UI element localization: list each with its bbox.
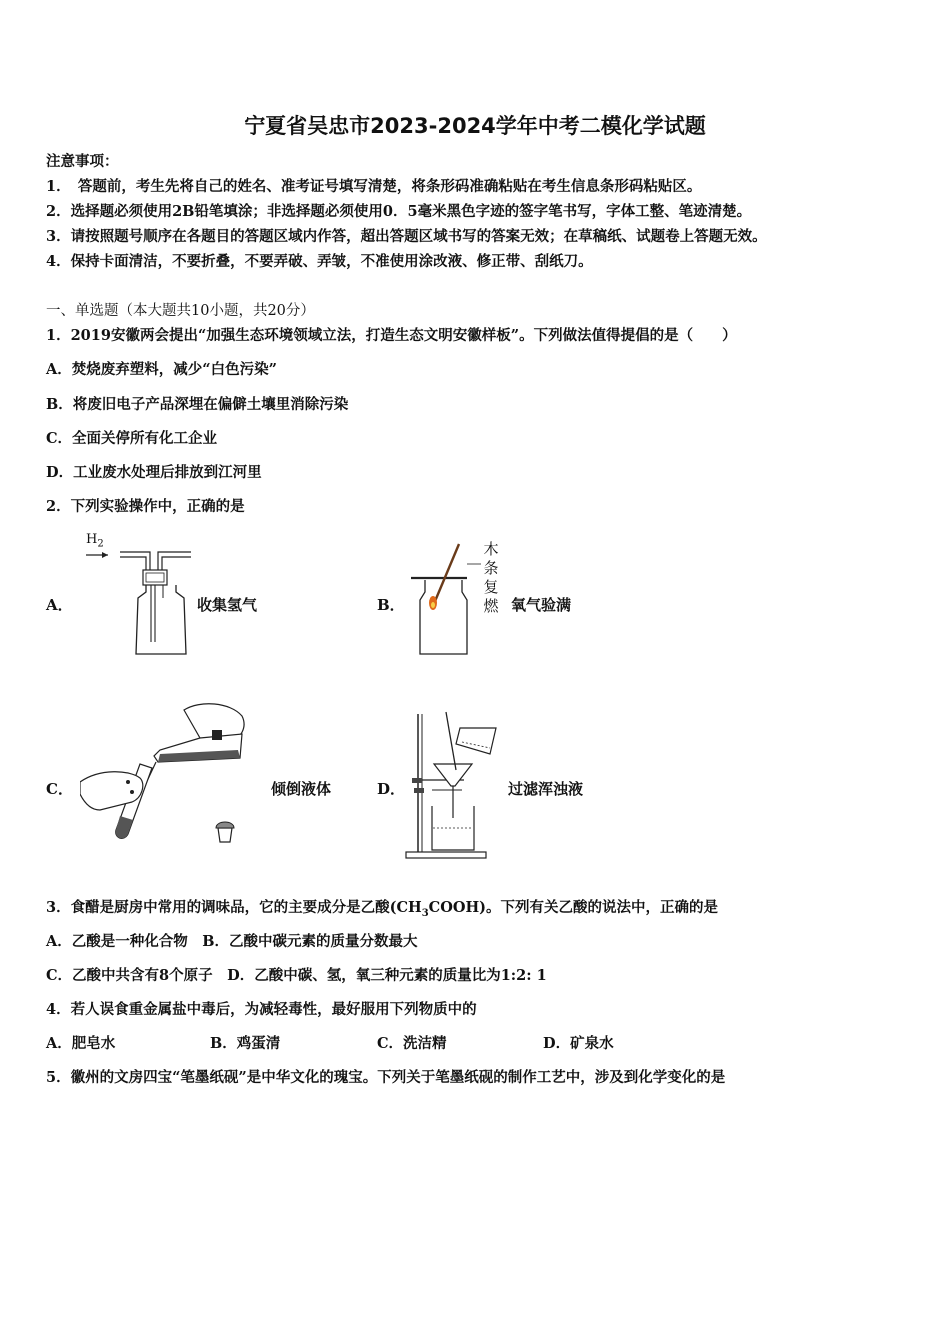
q2-option-c-label: C．	[46, 780, 73, 798]
question-4-option-a: A．肥皂水	[46, 1035, 116, 1052]
question-3-stem: 3．食醋是厨房中常用的调味品，它的主要成分是乙酸$(CH_3COOH)$。下列有关乙酸的说法中，正确的是	[46, 899, 719, 919]
section-heading: 一、单选题（本大题共10小题，共20分）	[46, 303, 315, 319]
q2-option-d-caption: 过滤浑浊液	[508, 780, 584, 798]
q2-option-b-label: B．	[377, 596, 405, 614]
page-title: 宁夏省吴忠市2023-2024学年中考二模化学试题	[244, 114, 706, 138]
notice-heading: 注意事项：	[46, 153, 119, 170]
notice-item-1: 1． 答题前，考生先将自己的姓名、准考证号填写清楚，将条形码准确粘贴在考生信息条形码粘贴区。	[46, 178, 702, 195]
notice-item-2: 2．选择题必须使用2B铅笔填涂；非选择题必须使用0．5毫米黑色字迹的签字笔书写，字体工整、笔迹清楚。	[46, 203, 752, 220]
question-3-options-line-1: A．乙酸是一种化合物 B．乙酸中碳元素的质量分数最大	[46, 933, 418, 950]
q2-option-b-caption: 氧气验满	[511, 596, 572, 614]
question-1-option-c: C．全面关停所有化工企业	[46, 430, 218, 447]
q2-option-a-label: A．	[46, 596, 73, 614]
question-5-stem: 5．徽州的文房四宝“笔墨纸砚”是中华文化的瑰宝。下列关于笔墨纸砚的制作工艺中，涉及到化学变化的是	[46, 1069, 726, 1086]
question-4-option-b: B．鸡蛋清	[210, 1035, 281, 1052]
q2-option-a-caption: 收集氢气	[197, 596, 258, 614]
gas-label: $H_2$	[86, 532, 104, 550]
q2-option-d-label: D．	[377, 780, 406, 798]
pouring-liquid-figure	[80, 698, 255, 846]
oxygen-test-figure	[405, 540, 485, 662]
q2-option-c-caption: 倾倒液体	[271, 780, 332, 798]
notice-item-4: 4．保持卡面清洁，不要折叠，不要弄破、弄皱，不准使用涂改液、修正带、刮纸刀。	[46, 253, 593, 270]
question-1-option-a: A．焚烧废弃塑料，减少“白色污染”	[46, 361, 277, 378]
question-2-stem: 2．下列实验操作中，正确的是	[46, 498, 245, 515]
question-1-option-d: D．工业废水处理后排放到江河里	[46, 464, 262, 481]
question-1-option-b: B．将废旧电子产品深埋在偏僻土壤里消除污染	[46, 396, 349, 413]
gas-collection-bottle-figure	[80, 540, 200, 662]
question-3-options-line-2: C．乙酸中共含有8个原子 D．乙酸中碳、氢，氧三种元素的质量比为1:2: 1	[46, 967, 547, 984]
question-4-stem: 4．若人误食重金属盐中毒后，为减轻毒性，最好服用下列物质中的	[46, 1001, 477, 1018]
filtration-figure	[402, 710, 502, 862]
question-4-option-c: C．洗洁精	[377, 1035, 447, 1052]
notice-item-3: 3．请按照题号顺序在各题目的答题区域内作答，超出答题区域书写的答案无效；在草稿纸、试题卷上答题无效。	[46, 228, 767, 245]
question-1-stem: 1．2019安徽两会提出“加强生态环境领域立法，打造生态文明安徽样板”。下列做法值得提倡的是（ ）	[46, 327, 737, 344]
question-4-option-d: D．矿泉水	[543, 1035, 614, 1052]
splint-note: 木 条 复 燃	[483, 540, 499, 615]
